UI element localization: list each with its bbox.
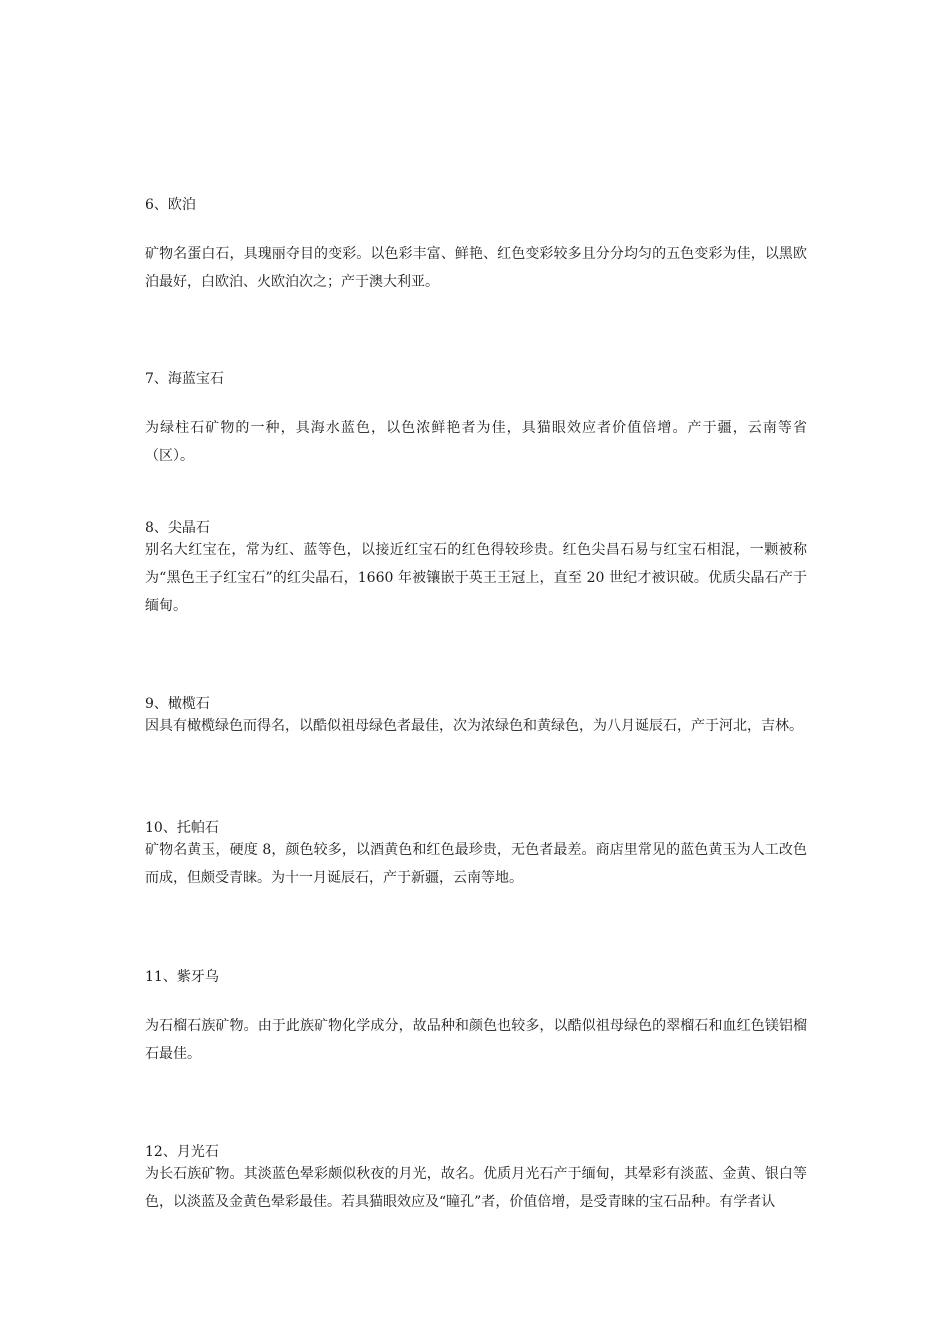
- section-text-spinel: 别名大红宝在，常为红、蓝等色，以接近红宝石的红色得较珍贵。红色尖昌石易与红宝石相混，一颗被称为“黑色王子红宝石”的红尖晶石，1660 年被镶嵌于英王王冠上，直至 20 世纪才被识破。优质尖晶石产于缅甸。: [145, 542, 807, 614]
- section-heading-peridot: 9、橄榄石: [145, 696, 210, 712]
- section-text-moonstone: 为长石族矿物。其淡蓝色晕彩颇似秋夜的月光，故名。优质月光石产于缅甸，其晕彩有淡蓝、金黄、银白等色，以淡蓝及金黄色晕彩最佳。若具猫眼效应及“瞳孔”者，价值倍增，是受青睐的宝石品种。有学者认: [145, 1166, 807, 1210]
- section-heading-garnet: 11、紫牙乌: [145, 969, 219, 985]
- section-heading-moonstone: 12、月光石: [145, 1144, 219, 1160]
- section-heading-aquamarine: 7、海蓝宝石: [145, 371, 224, 387]
- section-text-topaz: 矿物名黄玉，硬度 8，颜色较多，以酒黄色和红色最珍贵，无色者最差。商店里常见的蓝色黄玉为人工改色而成，但颇受青睐。为十一月诞辰石，产于新疆，云南等地。: [145, 842, 807, 886]
- section-heading-opal: 6、欧泊: [145, 197, 196, 213]
- section-text-aquamarine: 为绿柱石矿物的一种，具海水蓝色，以色浓鲜艳者为佳，具猫眼效应者价值倍增。产于疆，云南等省（区）。: [145, 420, 807, 464]
- section-text-peridot: 因具有橄榄绿色而得名，以酷似祖母绿色者最佳，次为浓绿色和黄绿色，为八月诞辰石，产于河北，吉林。: [145, 718, 803, 734]
- section-heading-topaz: 10、托帕石: [145, 820, 219, 836]
- section-heading-spinel: 8、尖晶石: [145, 520, 210, 536]
- section-text-garnet: 为石榴石族矿物。由于此族矿物化学成分，故品种和颜色也较多，以酷似祖母绿色的翠榴石和血红色镁铝榴石最佳。: [145, 1018, 807, 1062]
- section-text-opal: 矿物名蛋白石，具瑰丽夺目的变彩。以色彩丰富、鲜艳、红色变彩较多且分分均匀的五色变彩为佳，以黑欧泊最好，白欧泊、火欧泊次之；产于澳大利亚。: [145, 246, 807, 290]
